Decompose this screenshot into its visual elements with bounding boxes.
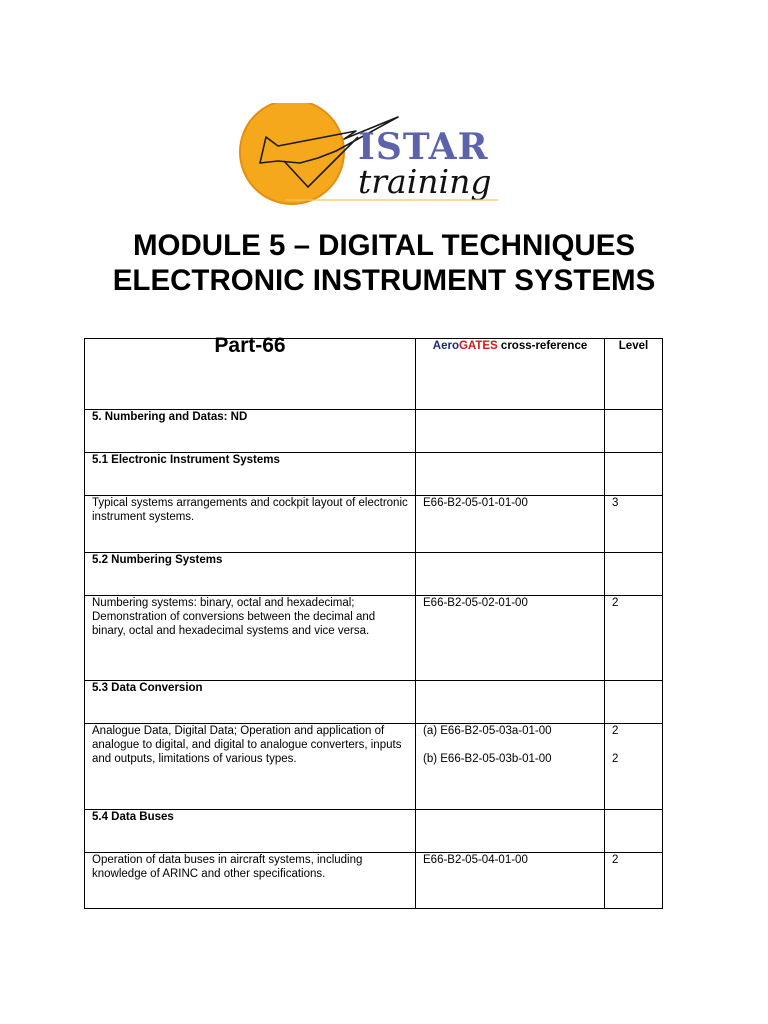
- header-level: Level: [605, 339, 663, 410]
- level-value: 2: [605, 596, 663, 681]
- table-header-row: [85, 339, 663, 410]
- reference-code-a: (a) E66-B2-05-03a-01-00: [423, 725, 552, 737]
- reference-code-b: (b) E66-B2-05-03b-01-00: [423, 753, 552, 765]
- cross-reference-table: [84, 334, 663, 909]
- section-label: 5.2 Numbering Systems: [85, 553, 416, 596]
- header-part-66: Part-66: [85, 339, 416, 410]
- aero-text: Aero: [432, 340, 459, 352]
- reference-code: E66-B2-05-04-01-00: [416, 853, 605, 909]
- section-label: 5.1 Electronic Instrument Systems: [85, 453, 416, 496]
- topic-description: Numbering systems: binary, octal and hexadecimal; Demonstration of conversions between the decimal and binary, octal and hexadecimal systems and vice versa.: [85, 596, 416, 681]
- logo-word-training: training: [358, 162, 492, 201]
- section-label: 5. Numbering and Datas: ND: [85, 410, 416, 453]
- table-row: [85, 853, 663, 909]
- table-row: [85, 553, 663, 596]
- reference-codes: [416, 724, 605, 810]
- logo-word-istar: ISTAR: [358, 126, 489, 168]
- topic-description: Analogue Data, Digital Data; Operation and application of analogue to digital, and digital to analogue converters, inputs and outputs, limitations of various types.: [85, 724, 416, 810]
- level-values: [605, 724, 663, 810]
- reference-code: E66-B2-05-02-01-00: [416, 596, 605, 681]
- level-value-b: 2: [612, 753, 619, 765]
- table-row: [85, 810, 663, 853]
- reference-code: E66-B2-05-01-01-00: [416, 496, 605, 553]
- header-cross-reference: [416, 339, 605, 410]
- section-label: 5.3 Data Conversion: [85, 681, 416, 724]
- table-row: [85, 681, 663, 724]
- gates-text: GATES: [458, 340, 498, 352]
- module-title: [0, 228, 768, 298]
- level-value: 3: [605, 496, 663, 553]
- level-value-a: 2: [612, 725, 619, 737]
- table-row: [85, 453, 663, 496]
- section-label: 5.4 Data Buses: [85, 810, 416, 853]
- level-value: 2: [605, 853, 663, 909]
- topic-description: Operation of data buses in aircraft systems, including knowledge of ARINC and other specifications.: [85, 853, 416, 909]
- istar-training-logo: [238, 103, 538, 207]
- table-row: [85, 724, 663, 810]
- module-title-line1: MODULE 5 – DIGITAL TECHNIQUES: [132, 229, 636, 262]
- cross-reference-text: cross-reference: [497, 340, 588, 352]
- table-row: [85, 596, 663, 681]
- module-title-line2: ELECTRONIC INSTRUMENT SYSTEMS: [112, 264, 656, 297]
- topic-description: Typical systems arrangements and cockpit layout of electronic instrument systems.: [85, 496, 416, 553]
- table-row: [85, 410, 663, 453]
- table-row: [85, 496, 663, 553]
